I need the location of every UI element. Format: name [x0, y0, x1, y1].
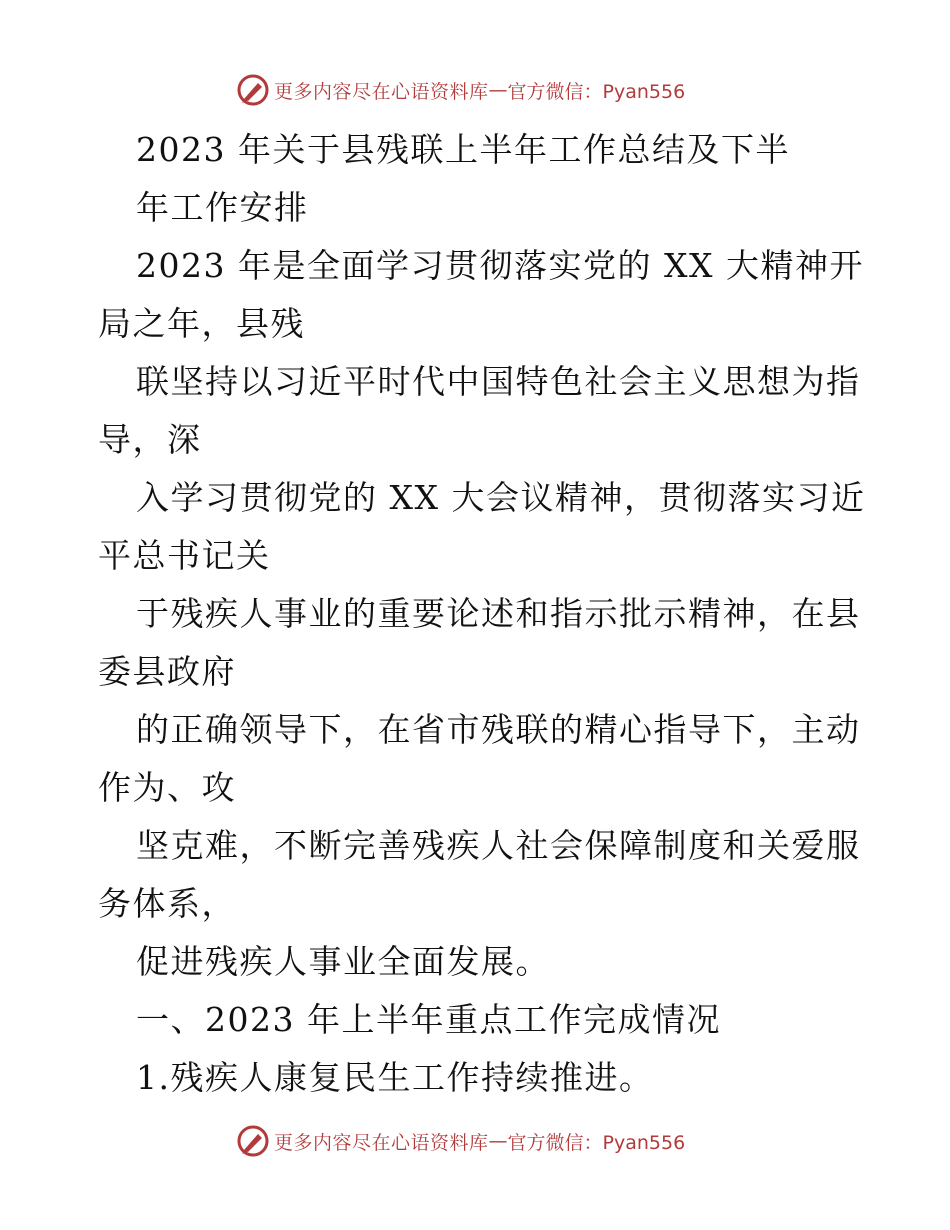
section-heading: 一、2023 年上半年重点工作完成情况	[136, 1000, 721, 1039]
watermark-contact: 官方微信：Pyan556	[507, 80, 686, 103]
pen-logo-icon	[236, 1124, 270, 1158]
paragraph-line: 导，深	[98, 420, 202, 459]
paragraph-line: 入学习贯彻党的 XX 大会议精神，贯彻落实习近	[136, 478, 866, 517]
watermark-site-text: 更多内容尽在心语资料库	[274, 1131, 489, 1154]
paragraph-line: 的正确领导下，在省市残联的精心指导下，主动	[136, 710, 861, 749]
watermark-separator: —	[488, 79, 508, 101]
pen-logo-icon	[236, 73, 270, 107]
paragraph-line: 务体系，	[98, 884, 236, 923]
paragraph-line: 联坚持以习近平时代中国特色社会主义思想为指	[136, 362, 861, 401]
paragraph-line: 坚克难，不断完善残疾人社会保障制度和关爱服	[136, 826, 861, 865]
paragraph-line: 局之年，县残	[98, 304, 305, 343]
watermark-contact: 官方微信：Pyan556	[507, 1131, 686, 1154]
footer-watermark	[236, 1123, 685, 1159]
paragraph-line: 委县政府	[98, 652, 236, 691]
watermark-separator: —	[488, 1130, 508, 1152]
paragraph-line: 于残疾人事业的重要论述和指示批示精神，在县	[136, 594, 861, 633]
subsection-heading: 1.残疾人康复民生工作持续推进。	[136, 1058, 654, 1097]
document-title-line-1: 2023 年关于县残联上半年工作总结及下半	[136, 130, 790, 169]
header-watermark	[236, 72, 685, 108]
document-title-line-2: 年工作安排	[136, 188, 309, 227]
paragraph-line: 作为、攻	[98, 768, 236, 807]
paragraph-line: 促进残疾人事业全面发展。	[136, 942, 550, 981]
paragraph-line: 2023 年是全面学习贯彻落实党的 XX 大精神开	[136, 246, 864, 285]
paragraph-line: 平总书记关	[98, 536, 271, 575]
watermark-site-text: 更多内容尽在心语资料库	[274, 80, 489, 103]
